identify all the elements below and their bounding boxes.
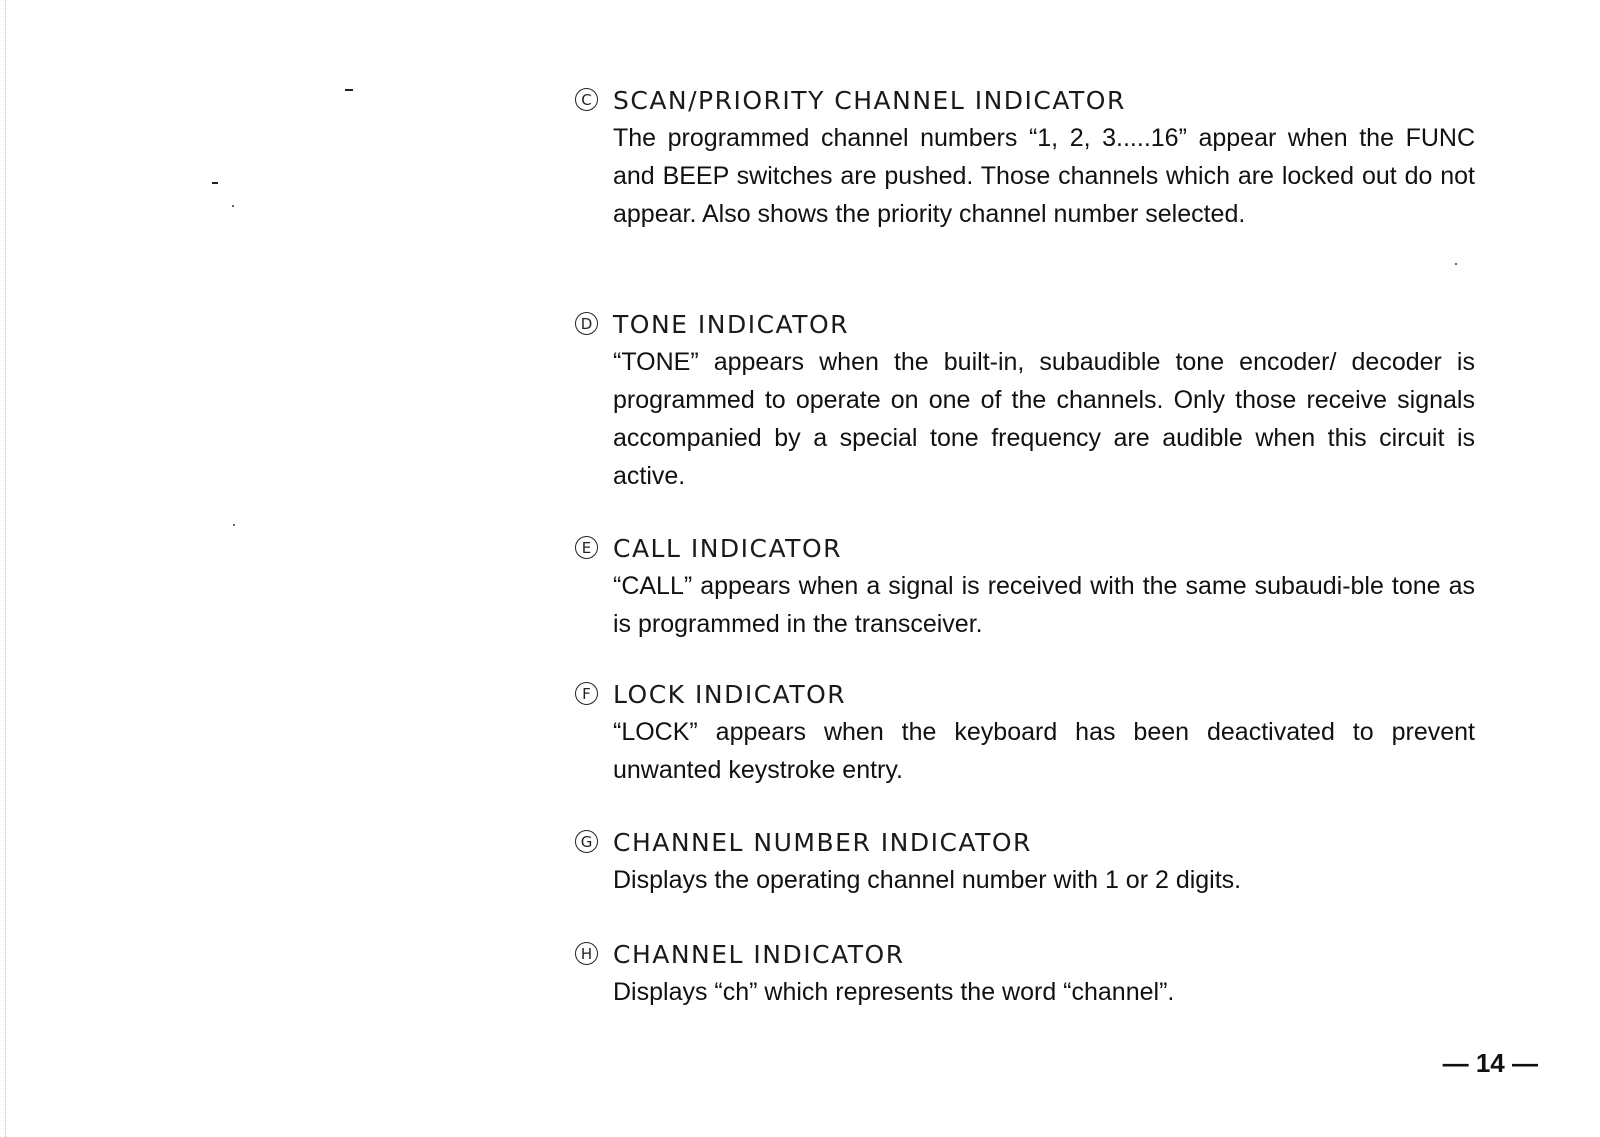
scan-speck (1455, 263, 1457, 265)
circled-letter-marker: D (575, 312, 598, 335)
section-body: The programmed channel numbers “1, 2, 3.....16” appear when the FUNC and BEEP switches are pushed. Those channels which are locked out do not appear. Also shows the priority channel number selected. (613, 124, 1475, 228)
scan-speck (233, 524, 235, 526)
section-body: “TONE” appears when the built-in, subaudible tone encoder/ decoder is programmed to operate on one of the channels. Only those receive signals accompanied by a special tone frequency are audible when this circuit is active. (613, 348, 1475, 490)
section-title: CALL INDICATOR (613, 534, 842, 563)
section-title: CHANNEL NUMBER INDICATOR (613, 828, 1032, 857)
page-number: — 14 — (1442, 1048, 1538, 1078)
scan-edge-line (5, 0, 7, 1137)
section-scan-priority-indicator (575, 85, 1475, 233)
section-title: TONE INDICATOR (613, 310, 850, 339)
circled-letter-marker: H (575, 942, 598, 965)
section-heading (575, 309, 1475, 343)
section-body: “CALL” appears when a signal is received with the same subaudi-ble tone as is programmed in the transceiver. (613, 572, 1475, 638)
section-body: Displays the operating channel number with 1 or 2 digits. (613, 866, 1242, 894)
section-call-indicator (575, 533, 1475, 643)
circled-letter-marker: G (575, 830, 598, 853)
section-heading (575, 679, 1475, 713)
circled-letter-marker: F (575, 682, 598, 705)
section-lock-indicator (575, 679, 1475, 789)
section-title: LOCK INDICATOR (613, 680, 847, 709)
scan-speck (212, 182, 218, 184)
scan-speck (345, 89, 353, 91)
section-title: CHANNEL INDICATOR (613, 940, 905, 969)
section-heading (575, 827, 1475, 861)
section-heading (575, 939, 1475, 973)
section-heading (575, 85, 1475, 119)
section-heading (575, 533, 1475, 567)
section-body: “LOCK” appears when the keyboard has been deactivated to prevent unwanted keystroke entry. (613, 718, 1475, 784)
circled-letter-marker: E (575, 536, 598, 559)
circled-letter-marker: C (575, 88, 598, 111)
section-channel-indicator (575, 939, 1475, 1011)
section-title: SCAN/PRIORITY CHANNEL INDICATOR (613, 86, 1126, 115)
section-channel-number-indicator (575, 827, 1475, 899)
scan-speck (232, 205, 234, 207)
section-tone-indicator (575, 309, 1475, 495)
section-body: Displays “ch” which represents the word “channel”. (613, 978, 1175, 1006)
